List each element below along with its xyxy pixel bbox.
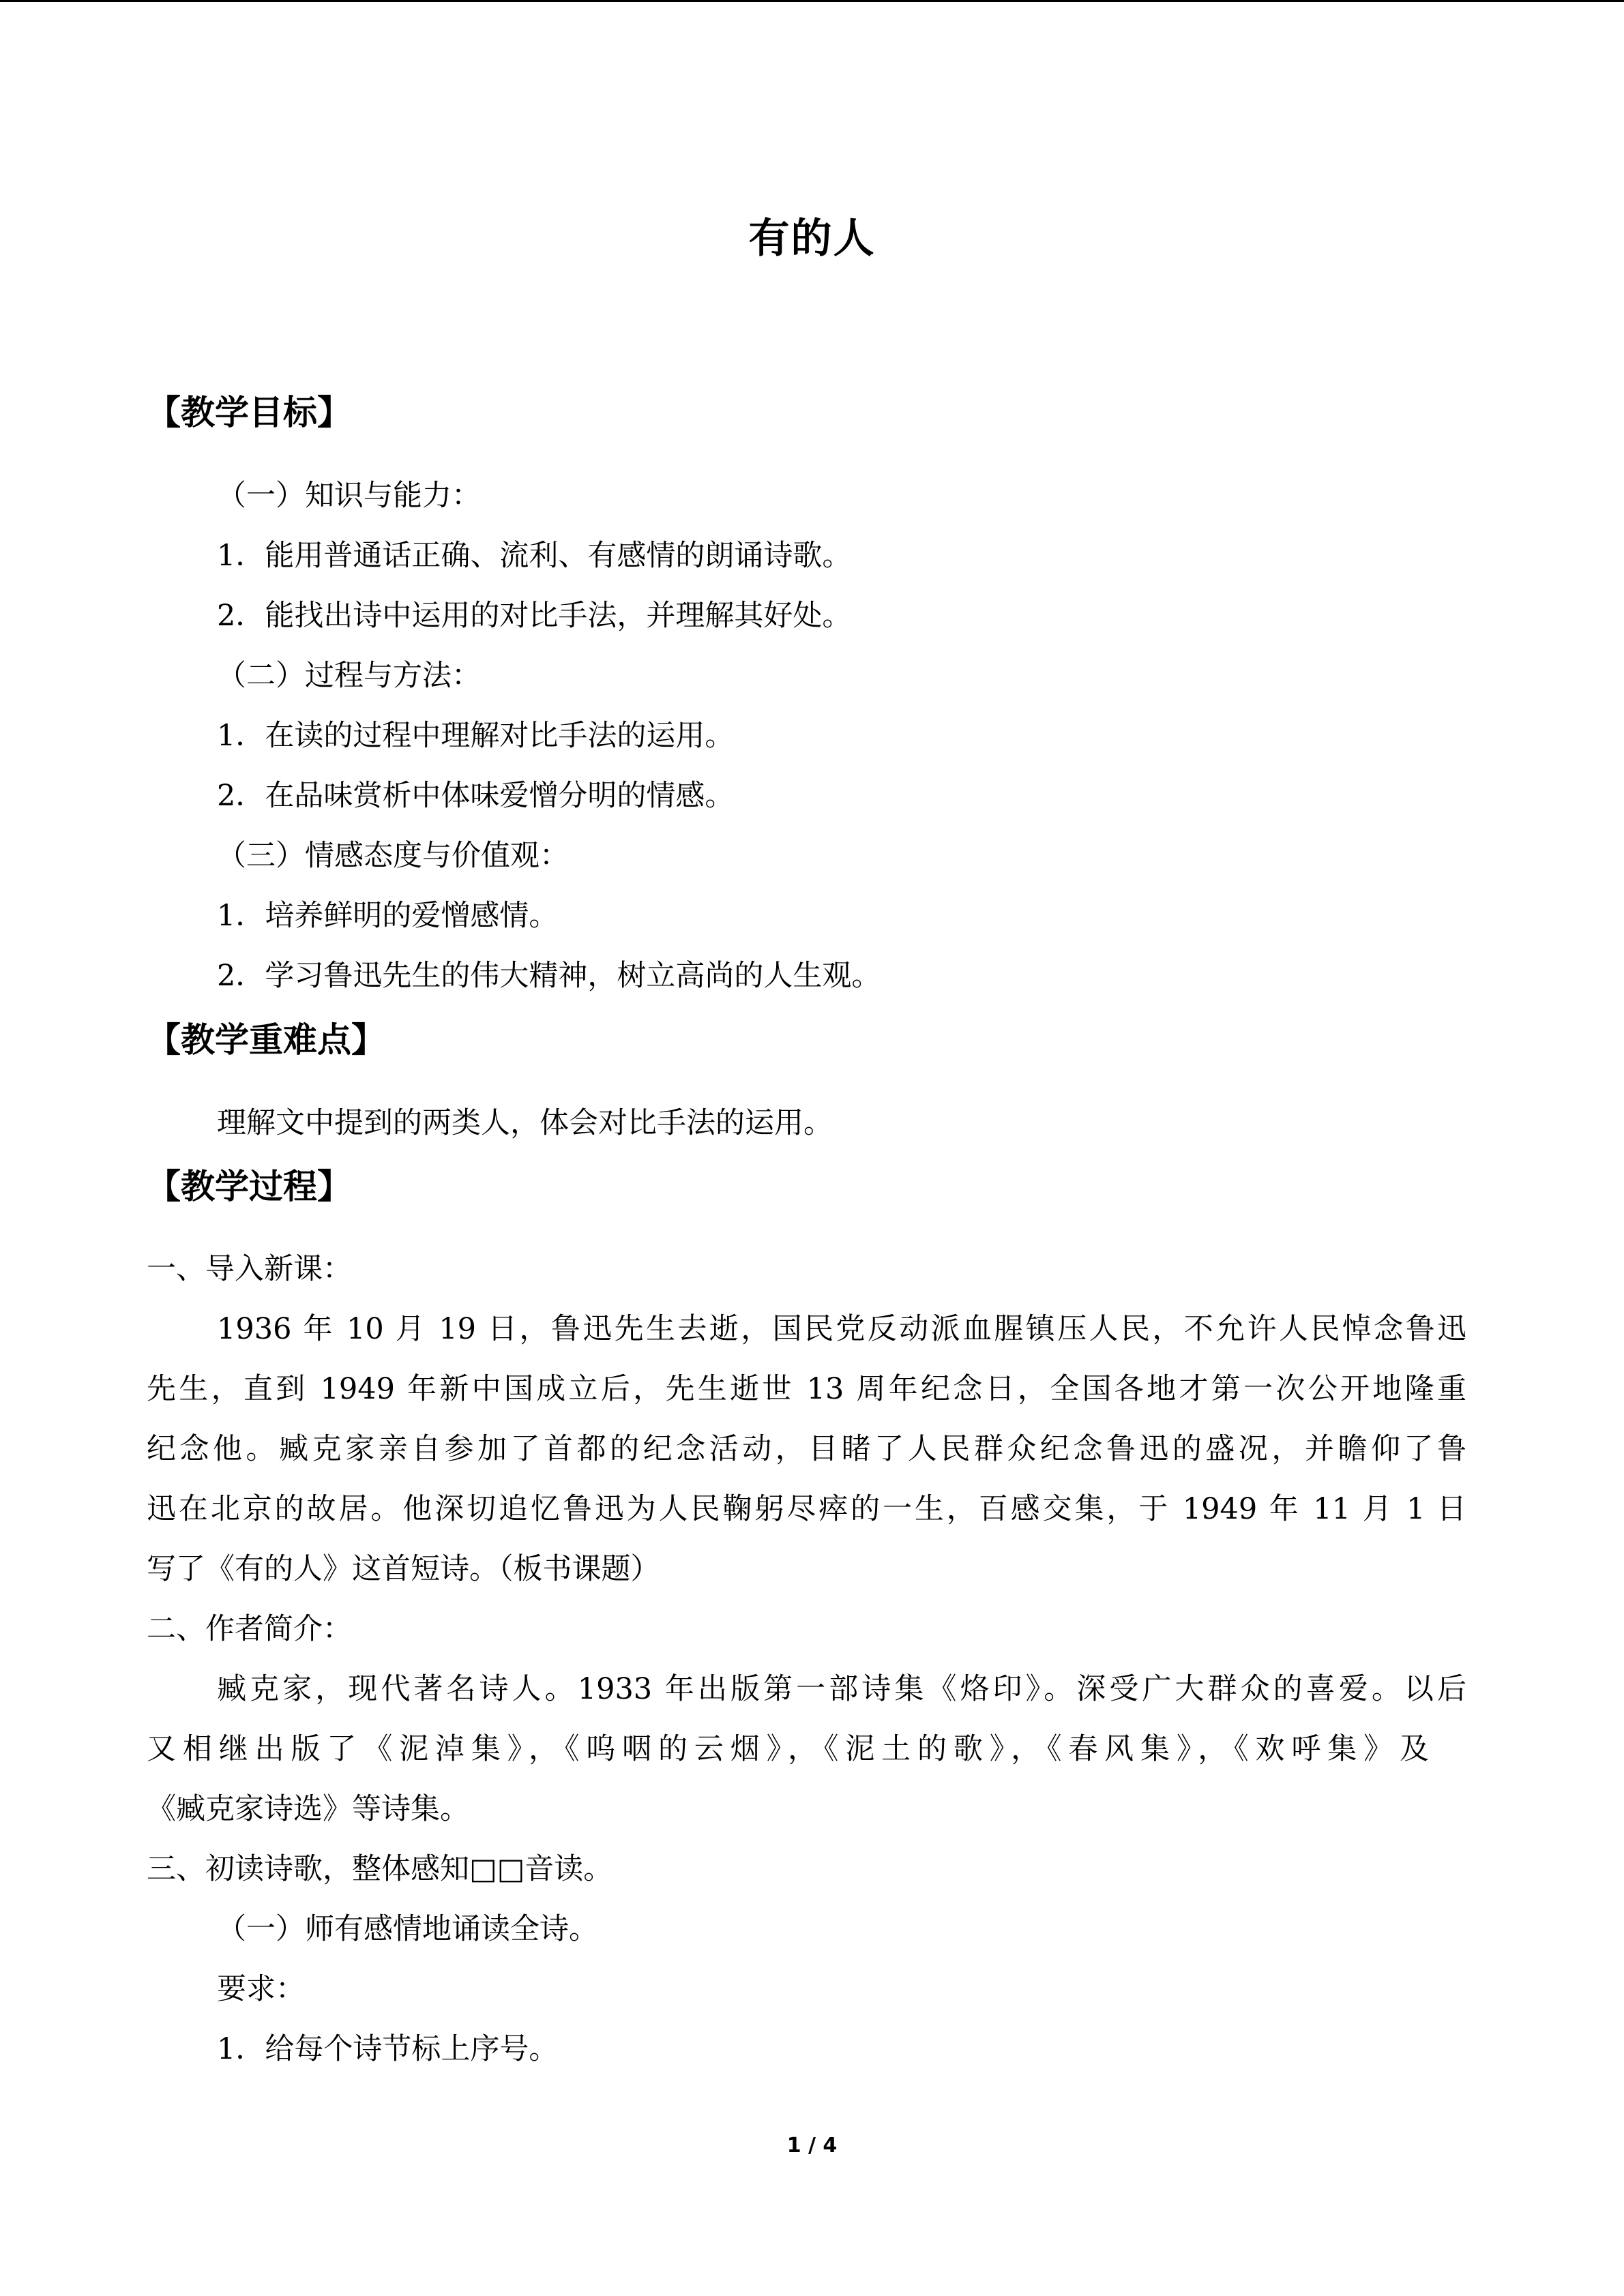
objective-line: 1．能用普通话正确、流利、有感情的朗诵诗歌。 — [217, 539, 852, 573]
heading-process: 【教学过程】 — [147, 1167, 351, 1206]
objective-line: （三）情感态度与价值观： — [217, 839, 569, 873]
objective-line: （二）过程与方法： — [217, 659, 481, 693]
process-line: 《臧克家诗选》等诗集。 — [147, 1792, 469, 1826]
document-title: 有的人 — [748, 215, 876, 263]
heading-objectives: 【教学目标】 — [147, 393, 351, 432]
process-line: 三、初读诗歌，整体感知□□音读。 — [147, 1852, 613, 1886]
key-point-line: 理解文中提到的两类人，体会对比手法的运用。 — [217, 1106, 833, 1140]
top-border-line — [0, 0, 1624, 2]
heading-key-points: 【教学重难点】 — [147, 1020, 385, 1060]
process-line: 二、作者简介： — [147, 1612, 352, 1646]
process-line: 1．给每个诗节标上序号。 — [217, 2032, 559, 2066]
process-line: 先生，直到 1949 年新中国成立后，先生逝世 13 周年纪念日，全国各地才第一次公开地隆重 — [147, 1372, 1466, 1406]
page-number: 1 / 4 — [786, 2134, 838, 2158]
process-line: 又相继出版了《泥淖集》，《呜咽的云烟》，《泥土的歌》，《春风集》，《欢呼集》及 — [147, 1732, 1429, 1766]
process-line: 迅在北京的故居。他深切追忆鲁迅为人民鞠躬尽瘁的一生，百感交集，于 1949 年 11 月 1 日 — [147, 1492, 1466, 1526]
objective-line: 2．学习鲁迅先生的伟大精神，树立高尚的人生观。 — [217, 959, 881, 993]
process-line: 一、导入新课： — [147, 1252, 352, 1286]
process-line: 臧克家，现代著名诗人。1933 年出版第一部诗集《烙印》。深受广大群众的喜爱。以后 — [217, 1672, 1466, 1706]
objective-line: （一）知识与能力： — [217, 479, 481, 513]
objective-line: 2．能找出诗中运用的对比手法，并理解其好处。 — [217, 599, 852, 633]
objective-line: 1．在读的过程中理解对比手法的运用。 — [217, 719, 735, 753]
process-line: 要求： — [217, 1972, 305, 2006]
objective-line: 1．培养鲜明的爱憎感情。 — [217, 899, 559, 933]
process-line: 纪念他。臧克家亲自参加了首都的纪念活动，目睹了人民群众纪念鲁迅的盛况，并瞻仰了鲁 — [147, 1432, 1466, 1466]
objective-line: 2．在品味赏析中体味爱憎分明的情感。 — [217, 779, 735, 813]
process-line: 1936 年 10 月 19 日，鲁迅先生去逝，国民党反动派血腥镇压人民，不允许人民悼念鲁迅 — [217, 1312, 1466, 1346]
process-line: 写了《有的人》这首短诗。（板书课题） — [147, 1552, 660, 1586]
process-line: （一）师有感情地诵读全诗。 — [217, 1912, 598, 1946]
